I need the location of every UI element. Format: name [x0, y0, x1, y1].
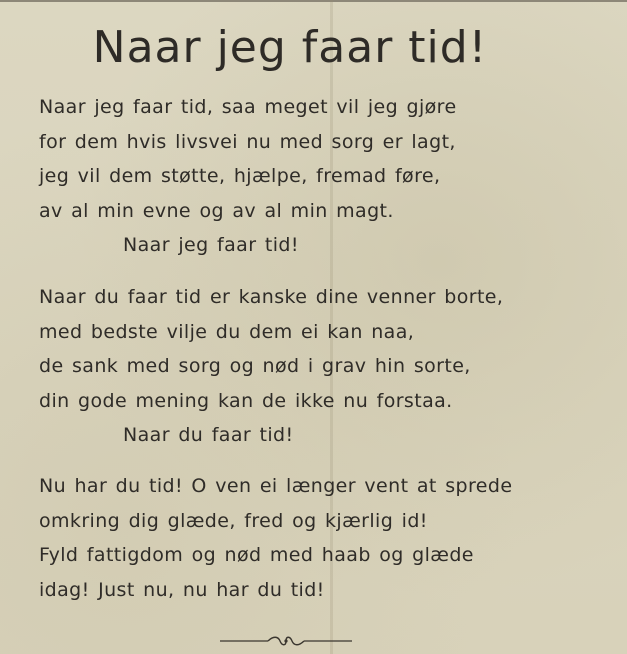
stanza-3-line-2: omkring dig glæde, fred og kjærlig id! — [39, 509, 428, 532]
stanza-2-refrain: Naar du faar tid! — [123, 424, 294, 446]
stanza-2 — [39, 280, 619, 453]
top-rule — [0, 0, 627, 2]
stanza-3 — [39, 469, 619, 607]
ornament-divider-icon — [218, 636, 354, 646]
stanza-3-line-1: Nu har du tid! O ven ei længer vent at sprede — [39, 475, 513, 497]
stanza-1-line-1: Naar jeg faar tid, saa meget vil jeg gjøre — [39, 96, 457, 118]
stanza-1-line-3: jeg vil dem støtte, hjælpe, fremad føre, — [39, 165, 441, 187]
stanza-3-line-4: idag! Just nu, nu har du tid! — [39, 578, 325, 601]
stanza-3-line-3: Fyld fattigdom og nød med haab og glæde — [39, 544, 474, 566]
poem-title: Naar jeg faar tid! — [92, 22, 488, 73]
stanza-1-refrain: Naar jeg faar tid! — [123, 234, 299, 256]
stanza-1-line-4: av al min evne og av al min magt. — [39, 199, 394, 222]
stanza-1 — [39, 90, 619, 263]
stanza-2-line-3: de sank med sorg og nød i grav hin sorte, — [39, 355, 471, 377]
stanza-2-line-1: Naar du faar tid er kanske dine venner borte, — [39, 286, 504, 308]
stanza-1-line-2: for dem hvis livsvei nu med sorg er lagt, — [39, 130, 456, 153]
stanza-2-line-4: din gode mening kan de ikke nu forstaa. — [39, 389, 453, 412]
stanza-2-line-2: med bedste vilje du dem ei kan naa, — [39, 320, 415, 343]
